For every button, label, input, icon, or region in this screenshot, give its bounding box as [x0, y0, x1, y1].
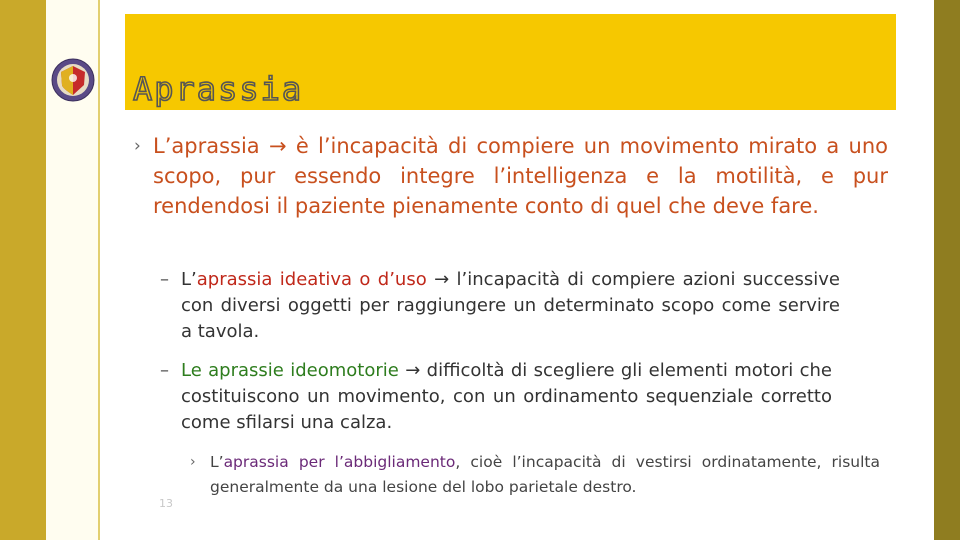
bullet-marker: – — [160, 269, 169, 290]
definition-text: difficoltà di scegliere gli elementi motori che costituiscono un movimento, con un ordinamento sequenziale corretto come sfilarsi una calza. — [181, 360, 832, 433]
bullet-text — [181, 358, 832, 436]
bullet-text — [153, 131, 888, 221]
definition-text: è l’incapacità di compiere un movimento mirato a uno scopo, pur essendo integre l’intelligenza e la motilità, e pur rendendosi il paziente pienamente conto di quel che deve fare. — [153, 134, 888, 218]
bullet-level3-abbigliamento — [190, 450, 880, 500]
bullet-level2-ideomotorie — [160, 358, 832, 436]
term-aprassia: L’aprassia — [153, 134, 260, 158]
term-aprassia-abbigliamento: aprassia per l’abbigliamento — [223, 453, 456, 471]
term-aprassie-ideomotorie: Le aprassie ideomotorie — [181, 360, 399, 381]
definition-text: , cioè l’incapacità di vestirsi ordinatamente, risulta generalmente da una lesione del lobo parietale destro. — [210, 453, 880, 496]
slide-title: Aprassia — [133, 70, 304, 108]
arrow-icon: → — [405, 360, 421, 381]
bullet-marker: – — [160, 360, 169, 381]
arrow-icon: → — [434, 269, 450, 290]
term-aprassia-ideativa: aprassia ideativa o d’uso — [196, 269, 427, 290]
bullet-level2-ideativa — [160, 267, 840, 345]
bullet-text — [181, 267, 840, 345]
bullet-marker: › — [134, 136, 141, 156]
definition-text: l’incapacità di compiere azioni successive con diversi oggetti per raggiungere un determinato scopo come servire a tavola. — [181, 269, 840, 342]
bullet-level1-definition — [134, 131, 888, 221]
term-prefix: L’ — [210, 453, 224, 471]
arrow-icon: → — [268, 134, 287, 158]
bullet-marker: › — [190, 454, 196, 470]
slide-number: 13 — [159, 497, 173, 510]
term-prefix: L’ — [181, 269, 197, 290]
bullet-text — [210, 450, 880, 500]
